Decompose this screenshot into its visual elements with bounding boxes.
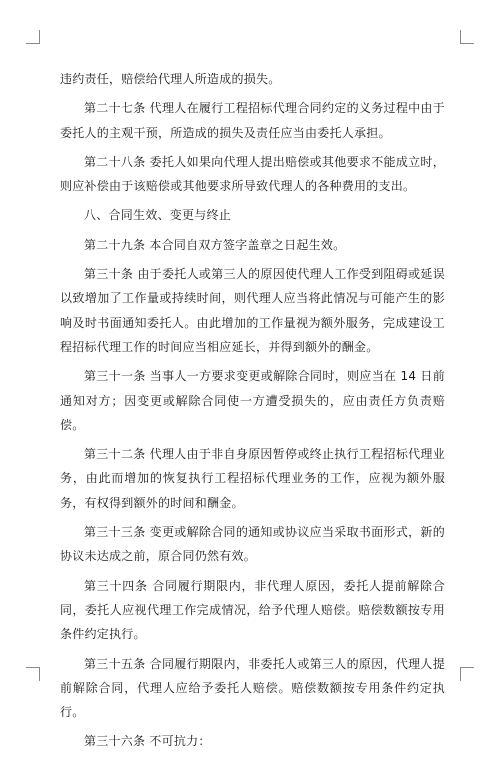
paragraph: 第三十五条 合同履行期限内，非委托人或第三人的原因，代理人提前解除合同，代理人应给予委托人赔偿。赔偿数额按专用条件约定执行。	[60, 656, 445, 720]
section-heading: 八、合同生效、变更与终止	[84, 208, 232, 223]
paragraph: 第三十一条 当事人一方要求变更或解除合同时，则应当在 14 日前通知对方；因变更或解除合同使一方遭受损失的，应由责任方负责赔偿。	[60, 369, 445, 432]
paragraph: 第三十六条 不可抗力：	[84, 734, 211, 749]
paragraph: 第二十七条 代理人在履行工程招标代理合同约定的义务过程中由于委托人的主观干预，所造成的损失及责任应当由委托人承担。	[60, 101, 445, 140]
crop-mark-top-left	[26, 30, 40, 44]
crop-mark-bottom-right	[460, 667, 474, 681]
paragraph: 第二十九条 本合同自双方签字盖章之日起生效。	[84, 237, 346, 252]
paragraph: 第三十条 由于委托人或第三人的原因使代理人工作受到阻碍或延误以致增加了工作量或持续时间，则代理人应当将此情况与可能产生的影响及时书面通知委托人。由此增加的工作量视为额外服务，完成建设工程招标代理工作的时间应当相应延长，并得到额外的酬金。	[60, 267, 445, 354]
paragraph: 第二十八条 委托人如果向代理人提出赔偿或其他要求不能成立时，则应补偿由于该赔偿或其他要求所导致代理人的各种费用的支出。	[60, 154, 445, 194]
paragraph: 第三十二条 代理人由于非自身原因暂停或终止执行工程招标代理业务，由此而增加的恢复执行工程招标代理业务的工作，应视为额外服务，有权得到额外的时间和酬金。	[60, 447, 445, 510]
crop-mark-bottom-left	[26, 667, 40, 681]
document-body	[60, 67, 445, 759]
paragraph: 第三十四条 合同履行期限内，非代理人原因，委托人提前解除合同，委托人应视代理工作完成情况，给予代理人赔偿。赔偿数额按专用条件约定执行。	[60, 578, 445, 642]
paragraph: 第三十三条 变更或解除合同的通知或协议应当采取书面形式，新的协议未达成之前，原合同仍然有效。	[60, 525, 445, 564]
paragraph: 违约责任，赔偿给代理人所造成的损失。	[60, 72, 281, 86]
crop-mark-top-right	[460, 30, 474, 44]
